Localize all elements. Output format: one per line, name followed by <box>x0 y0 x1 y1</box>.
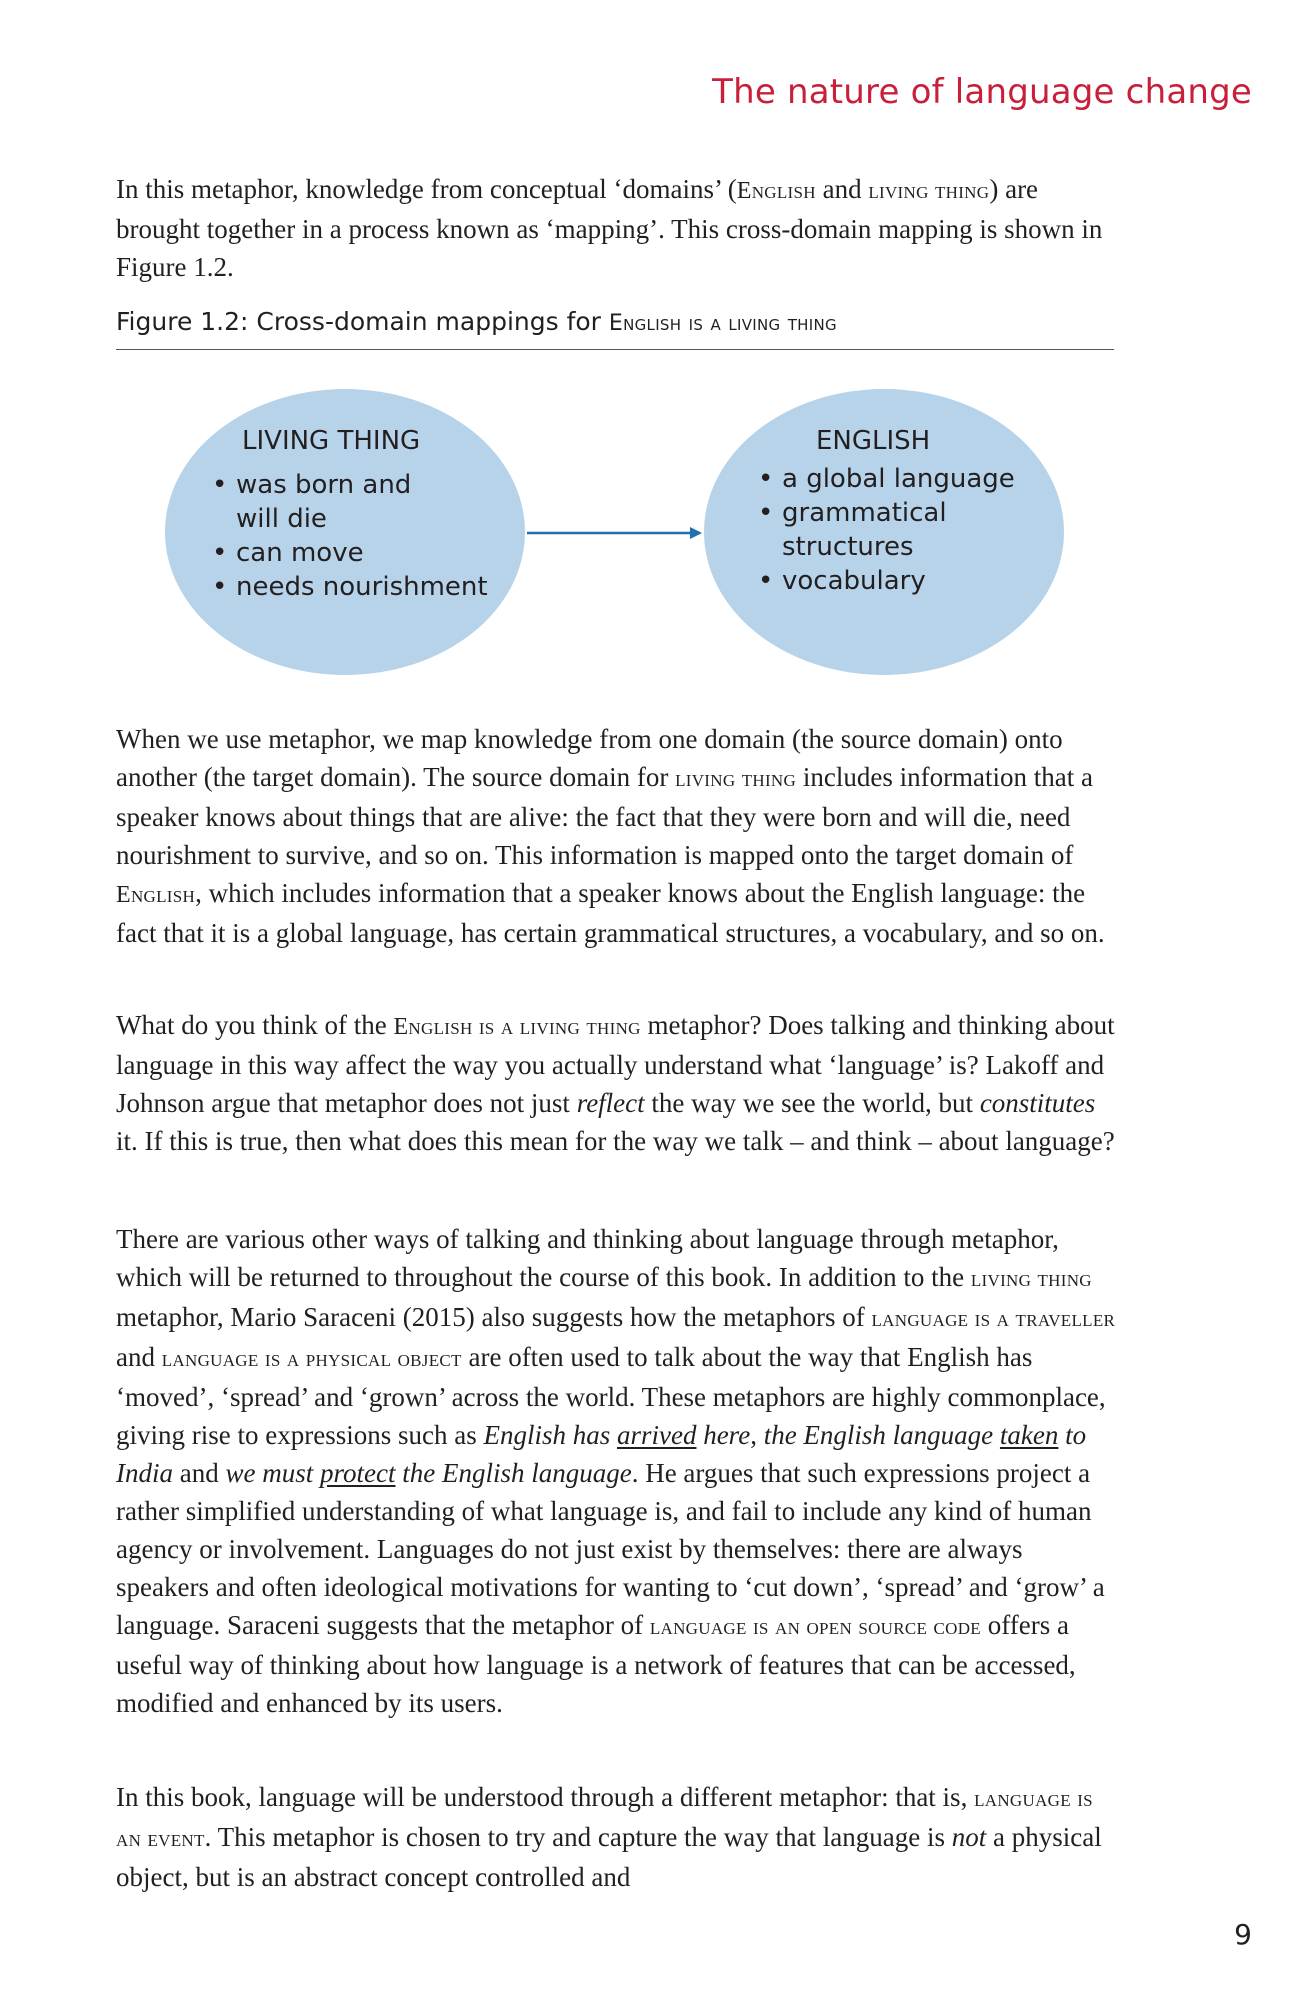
cross-domain-diagram <box>0 380 1314 700</box>
page-number: 9 <box>1234 1918 1252 1951</box>
paragraph-source-target: When we use metaphor, we map knowledge from one domain (the source domain) onto another (the target domain). The source domain for living thing includes information that a speaker knows about things that are alive: the fact that they were born and will die, need nourishment to survive, and so on. This information is mapped onto the target domain of English, which includes information that a speaker knows about the English language: the fact that it is a global language, has certain grammatical structures, a vocabulary, and so on. <box>116 724 1105 948</box>
source-domain-item: • can move <box>212 536 512 570</box>
figure-caption: Figure 1.2: Cross-domain mappings for English is a living thing <box>116 307 837 336</box>
running-head: The nature of language change <box>712 72 1252 112</box>
target-domain-item: • grammatical structures <box>758 496 962 564</box>
target-domain-list <box>758 462 1048 598</box>
source-domain-item: • needs nourishment <box>212 570 512 604</box>
target-domain-item: • a global language <box>758 462 1048 496</box>
paragraph-other-metaphors: There are various other ways of talking and thinking about language through metaphor, which will be returned to throughout the course of this book. In addition to the living thing metaphor, Mario Saraceni (2015) also suggests how the metaphors of language is a traveller and language is a physical object are often used to talk about the way that English has ‘moved’, ‘spread’ and ‘grown’ across the world. These metaphors are highly commonplace, giving rise to expressions such as English has arrived here, the English language taken to India and we must protect the English language. He argues that such expressions project a rather simplified understanding of what language is, and fail to include any kind of human agency or involvement. Languages do not just exist by themselves: there are always speakers and often ideological motivations for wanting to ‘cut down’, ‘spread’ and ‘grow’ a language. Saraceni suggests that the metaphor of language is an open source code offers a useful way of thinking about how language is a network of features that can be accessed, modified and enhanced by its users. <box>116 1224 1116 1718</box>
figure-label: Figure 1.2: <box>116 307 249 336</box>
source-domain-item: • was born and will die <box>212 468 436 536</box>
paragraph-event-metaphor: In this book, language will be understood through a different metaphor: that is, language is an event. This metaphor is chosen to try and capture the way that language is not a physical object, but is an abstract concept controlled and <box>116 1782 1102 1892</box>
target-domain-item: • vocabulary <box>758 564 1048 598</box>
source-domain-title: LIVING THING <box>242 426 421 456</box>
target-domain-content <box>758 424 1048 598</box>
source-domain-list <box>212 468 512 604</box>
source-domain-content <box>212 424 512 604</box>
figure-rule <box>116 349 1114 350</box>
paragraph-question: What do you think of the English is a living thing metaphor? Does talking and thinking about language in this way affect the way you actually understand what ‘language’ is? Lakoff and Johnson argue that metaphor does not just reflect the way we see the world, but constitutes it. If this is true, then what does this mean for the way we talk – and think – about language? <box>116 1010 1115 1156</box>
paragraph-intro: In this metaphor, knowledge from conceptual ‘domains’ (English and living thing) are brought together in a process known as ‘mapping’. This cross-domain mapping is shown in Figure 1.2. <box>116 174 1103 282</box>
diagram-graphics <box>0 380 1314 700</box>
target-domain-title: ENGLISH <box>816 426 931 456</box>
